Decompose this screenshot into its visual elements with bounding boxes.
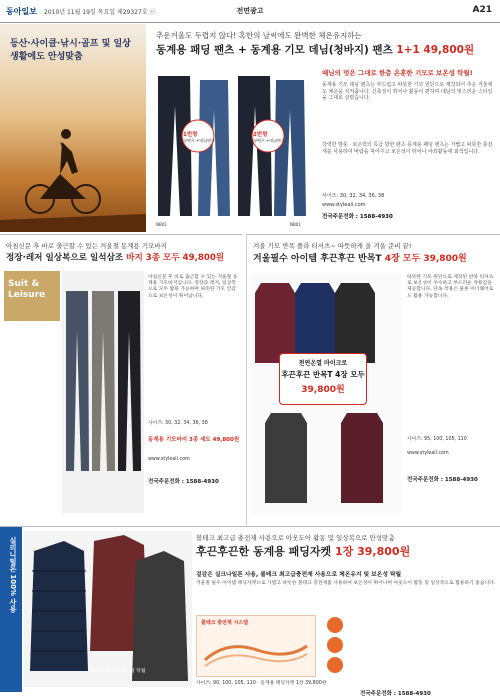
ad2-sizes: 사이즈: 30, 32, 34, 36, 38 (148, 421, 208, 426)
ad1-order-phone: 전국주문전화 : 1588-4930 (322, 214, 393, 220)
cyclist-silhouette-image (0, 24, 146, 232)
ad3-price-badge (279, 353, 367, 405)
ad1-product-image (150, 66, 310, 228)
ad4-body: 겨울철 필수 아이템 패딩자켓으로 가볍고 따뜻한 볼테크 충전재를 사용하여 보온성이 뛰어나며 아웃도어 활동 및 일상복으로 활용하기 좋습니다. (196, 581, 496, 586)
newspaper-header (0, 0, 500, 23)
ad2-body: 아침신문 후 바로 출근할 수 있는 겨울철 동계용 기모바지입니다. 정장과 레저, 일상복으로 모두 활용 가능하며 따뜻한 기모 안감으로 보온성이 뛰어납니다. (148, 275, 238, 299)
issue-date: 2010년 11월 19일 목요일 제29327호 ⓔ (44, 9, 156, 16)
ad1-description-1: 동계용 기모 데님 팬츠는 부드럽고 따뜻한 기모 원단으로 제작되어 추운 겨울에도 체온을 지켜줍니다. 신축성이 뛰어나 활동이 편하며 데님의 멋스러운 스타일을 그대로 살렸습니다. (322, 82, 493, 102)
ad1-title-text: 동계용 패딩 팬츠 + 동계용 기모 데님(청바지) 팬츠 (156, 44, 393, 56)
newspaper-logo: 동아일보 (6, 7, 37, 16)
ad3-badge-price: 39,800원 (301, 385, 345, 395)
ad3-subtitle: 겨울 기모 반목 폴라 티셔츠~ 따뜻하게 올 겨울 준비 끝! (253, 242, 412, 250)
ad4-sizes: 사이즈: 90, 100, 105, 110 · 동계용 패딩자켓 1장 39,800원 (196, 681, 327, 686)
ad4-jacket-image (24, 531, 192, 687)
page-number: A21 (472, 5, 492, 15)
ad4-feature-icons (318, 615, 352, 675)
ad4-subtitle: 볼테크 최고급 충전재 사용으로 아웃도어 활동 및 일상복으로 안성맞춤 (196, 534, 395, 542)
ad4-order-phone: 전국주문전화 : 1588-4930 (360, 691, 431, 697)
ad2-pants-image (62, 271, 144, 513)
ad1-code-right: NB01 (290, 222, 301, 227)
ad3-website: www.styleali.com (407, 451, 449, 456)
ad4-side-strip (0, 527, 22, 692)
ad-padded-jacket (0, 526, 500, 697)
ad3-order-phone: 전국주문전화 : 1588-4930 (407, 477, 478, 483)
ad3-price: 4장 모두 39,800원 (384, 254, 467, 264)
ad-turtleneck-tshirts (246, 234, 500, 525)
ad2-order-phone: 전국주문전화 : 1588-4930 (148, 479, 219, 485)
ad1-highlight: 때님의 멋은 그대로 한층 온훈한 기모로 보온성 탁월! (322, 69, 473, 77)
ad3-badge-top: 천연온열 마이크로 (298, 360, 348, 367)
ad4-warm-note: 볼테크 충전재 보온성 탁월 (90, 669, 146, 674)
ad3-sizes: 사이즈: 95, 100, 105, 110 (407, 437, 467, 442)
ad1-side-tag: 등산·사이클·낚시·골프 및 일상생활에도 안성맞춤 (10, 39, 131, 62)
ad2-title (6, 251, 224, 263)
ad3-badge-mid: 후끈후끈 반목T 4장 모두 (281, 370, 365, 379)
ad4-title (196, 543, 410, 559)
ad1-item1-sub: 패딩팬츠 +데님팬츠 (179, 138, 215, 143)
ad1-title (156, 42, 474, 57)
ad3-body: 따뜻한 기모 원단으로 제작된 반목 티셔츠로 보온성이 우수하고 부드러운 착용감을 제공합니다. 단독 착용은 물론 이너웨어로도 활용 가능합니다. (407, 275, 494, 299)
ad4-filling-system-box (196, 615, 316, 677)
ad2-website: www.styleali.com (148, 457, 190, 462)
suit-leisure-badge (4, 271, 60, 321)
ad1-price: 1+1 49,800원 (396, 44, 475, 56)
ad2-price: 바지 3종 모두 49,800원 (126, 253, 225, 263)
ad1-item2-sub: 패딩팬츠 +데님팬츠 (249, 138, 285, 143)
ad1-subtitle: 추운겨울도 두렵지 않다! 혹한의 날씨에도 완벽한 체온유지하는 (156, 31, 362, 40)
ad4-price: 1장 39,800원 (335, 545, 411, 558)
ad2-title-text: 정장·레저 일상복으로 일석삼조 (6, 253, 124, 263)
ad1-code-left: NB01 (156, 222, 167, 227)
ad1-website: www.styleali.com (322, 202, 366, 208)
ad4-highlight: 겉감은 실크나일론 사용, 볼테크 최고급충전재 사용으로 체온유지 및 보온성 탁월 (196, 572, 402, 578)
ad1-item1-label: 1번형 (183, 132, 198, 138)
ad2-subtitle: 아침신문 후 바로 출근할 수 있는 겨울철 동계용 기모바지 (6, 242, 167, 250)
ad4-title-text: 후끈후끈한 동계용 패딩자켓 (196, 545, 332, 558)
ad1-sunset-banner (0, 24, 146, 232)
ad3-title-text: 겨울필수 아이템 후끈후끈 반목T (253, 254, 382, 264)
ad1-description-2: 강력한 방풍 · 보온력의 특급 방한 팬츠 동계용 패딩 팬츠는 가볍고 따뜻한 충전재를 사용하여 바람을 막아주고 보온성이 뛰어나 야외활동에 최적입니다. (322, 142, 493, 155)
ad-suit-leisure-pants (0, 234, 242, 525)
ad1-item2-label: 2번형 (253, 132, 268, 138)
ad4-side-tag: 실리니털론 100% 사용 (9, 537, 17, 613)
ad4-system-diagram (197, 616, 315, 676)
section-label: 전면광고 (236, 7, 264, 15)
ad2-price-detail: 동계용 기모바지 3종 세트 49,800원 (148, 437, 240, 443)
ad-pants-set (0, 24, 500, 232)
ad3-title (253, 251, 467, 264)
ad4-system-label: 볼테크 충전재 시스템 (201, 620, 248, 626)
suit-leisure-label: Suit & Leisure (8, 279, 46, 300)
ad1-sizes: 사이즈: 30, 32, 34, 36, 38 (322, 193, 385, 199)
